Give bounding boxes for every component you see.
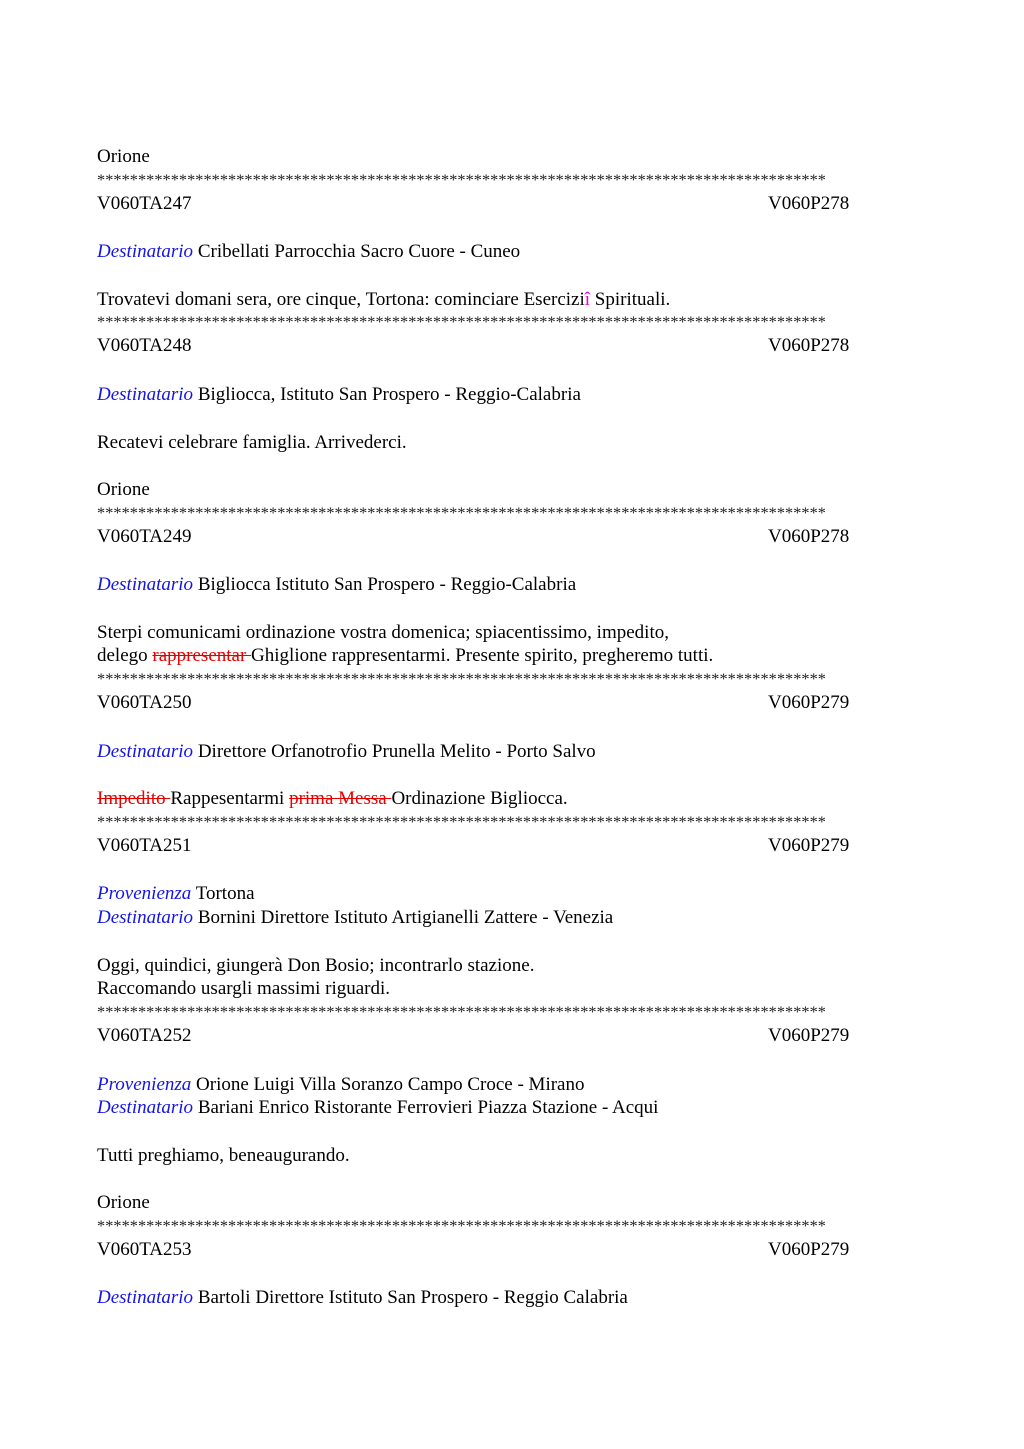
page-ref: V060P279 — [768, 834, 850, 856]
editorial-mark: î — [584, 288, 591, 310]
deleted-text: rappresentar — [152, 645, 252, 667]
entry-id: V060TA252 — [97, 1024, 192, 1046]
document-page — [97, 145, 925, 1310]
recipient-line — [97, 906, 925, 930]
page-ref: V060P278 — [768, 525, 850, 547]
signature: Orione — [97, 146, 150, 167]
message-text: Oggi, quindici, giungerà Don Bosio; incontrarlo stazione. — [97, 954, 535, 976]
separator: ***************************************************************************************** — [97, 312, 826, 332]
page-ref: V060P279 — [768, 1024, 850, 1046]
message-text — [97, 787, 925, 811]
message-text: Recatevi celebrare famiglia. Arrivederci. — [97, 431, 407, 453]
recipient: Bariani Enrico Ristorante Ferrovieri Piazza Stazione - Acqui — [197, 1097, 659, 1119]
page-ref: V060P279 — [768, 692, 850, 713]
message-part: Ordinazione Bigliocca. — [391, 788, 568, 810]
message-text: Sterpi comunicami ordinazione vostra domenica; spiacentissimo, impedito, — [97, 621, 669, 643]
separator: ***************************************************************************************** — [97, 502, 826, 522]
recipient-line — [97, 240, 925, 264]
message-text — [97, 288, 925, 312]
entry-id: V060TA251 — [97, 834, 192, 856]
message-part: delego — [97, 645, 153, 667]
separator: ***************************************************************************************** — [97, 1215, 826, 1235]
separator: ***************************************************************************************** — [97, 1001, 826, 1021]
recipient: Bartoli Direttore Istituto San Prospero - Reggio Calabria — [197, 1287, 628, 1309]
separator: ***************************************************************************************** — [97, 811, 826, 831]
sender: Tortona — [195, 883, 255, 905]
message-part: Trovatevi domani sera, ore cinque, Tortona: cominciare Esercizi — [97, 288, 585, 310]
entry-id: V060TA249 — [97, 525, 192, 547]
recipient-line — [97, 1096, 925, 1120]
entry-header — [97, 1023, 925, 1049]
page-ref: V060P278 — [768, 192, 850, 214]
recipient-label: Destinatario — [97, 574, 194, 596]
message-part: Spirituali. — [590, 288, 671, 310]
entry-id: V060TA250 — [97, 692, 192, 713]
message-text: Tutti preghiamo, beneaugurando. — [97, 1144, 350, 1166]
recipient-line — [97, 740, 925, 764]
recipient-label: Destinatario — [97, 1287, 194, 1309]
entry-header — [97, 690, 925, 716]
signature: Orione — [97, 1192, 150, 1213]
entry-header — [97, 191, 925, 217]
recipient-line — [97, 1286, 925, 1310]
sender-line — [97, 882, 925, 906]
message-part: Rappesentarmi — [170, 788, 290, 810]
entry-header — [97, 1237, 925, 1263]
recipient: Bigliocca Istituto San Prospero - Reggio-Calabria — [197, 574, 577, 596]
recipient-line — [97, 573, 925, 597]
page-ref: V060P279 — [768, 1238, 850, 1260]
recipient-line — [97, 383, 925, 407]
sender-label: Provenienza — [97, 1073, 192, 1095]
recipient: Direttore Orfanotrofio Prunella Melito - Porto Salvo — [197, 740, 596, 762]
deleted-text: Impedito — [97, 788, 171, 810]
entry-id: V060TA253 — [97, 1238, 192, 1260]
sender-line — [97, 1073, 925, 1097]
deleted-text: prima Messa — [289, 788, 392, 810]
recipient: Cribellati Parrocchia Sacro Cuore - Cuneo — [197, 241, 521, 263]
message-part: Ghiglione rappresentarmi. Presente spirito, pregheremo tutti. — [251, 645, 714, 667]
entry-id: V060TA248 — [97, 335, 192, 357]
message-text — [97, 644, 925, 668]
separator: ***************************************************************************************** — [97, 669, 826, 688]
recipient: Bornini Direttore Istituto Artigianelli Zattere - Venezia — [197, 907, 614, 929]
message-text: Raccomando usargli massimi riguardi. — [97, 978, 391, 1000]
sender: Orione Luigi Villa Soranzo Campo Croce - Mirano — [196, 1073, 585, 1095]
recipient: Bigliocca, Istituto San Prospero - Reggio-Calabria — [197, 384, 581, 406]
recipient-label: Destinatario — [97, 907, 194, 929]
signature: Orione — [97, 478, 150, 500]
recipient-label: Destinatario — [97, 241, 194, 263]
page-ref: V060P278 — [768, 335, 850, 357]
recipient-label: Destinatario — [97, 1097, 194, 1119]
separator: ***************************************************************************************** — [97, 169, 826, 189]
entry-header — [97, 833, 925, 859]
recipient-label: Destinatario — [97, 384, 194, 406]
sender-label: Provenienza — [97, 883, 192, 905]
entry-header — [97, 524, 925, 550]
recipient-label: Destinatario — [97, 740, 194, 762]
entry-header — [97, 333, 925, 359]
entry-id: V060TA247 — [97, 192, 192, 214]
